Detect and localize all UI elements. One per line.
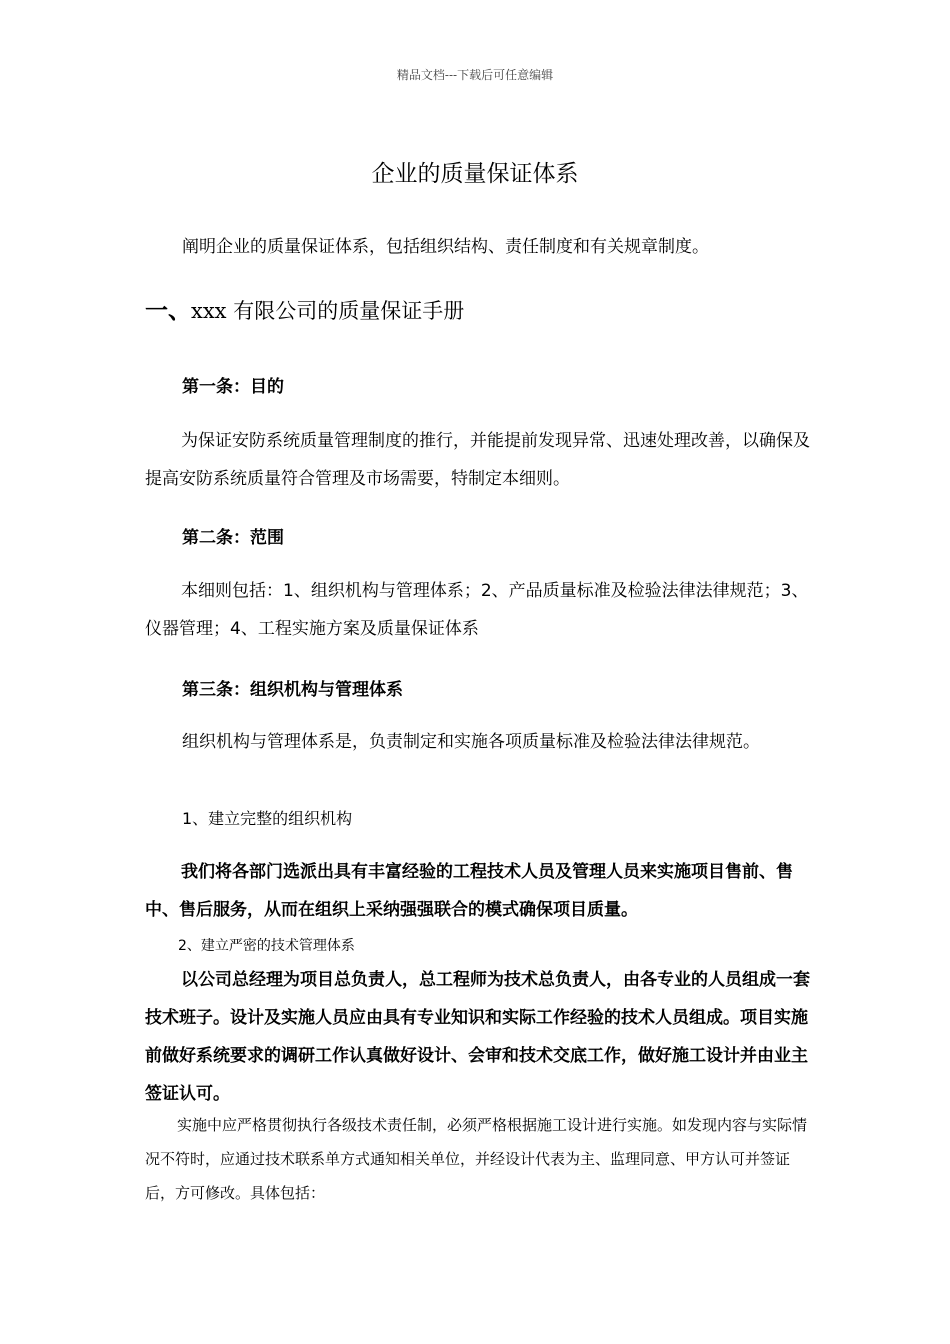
article-2-text: 本细则包括：1、组织机构与管理体系；2、产品质量标准及检验法律法律规范；3、仪器管理；4、工程实施方案及质量保证体系 [145,581,809,639]
document-title: 企业的质量保证体系 [371,161,579,187]
intro-paragraph: 阐明企业的质量保证体系，包括组织结构、责任制度和有关规章制度。 [182,237,709,257]
item-2-title: 2、建立严密的技术管理体系 [178,938,355,954]
article-3-heading: 第三条：组织机构与管理体系 [182,680,403,700]
item-2-text: 以公司总经理为项目总负责人，总工程师为技术总负责人，由各专业的人员组成一套技术班子。设计及实施人员应由具有专业知识和实际工作经验的技术人员组成。项目实施前做好系统要求的调研工作认真做好设计、会审和技术交底工作，做好施工设计并由业主签证认可。 [145,970,810,1104]
item-2-note: 实施中应严格贯彻执行各级技术责任制，必须严格根据施工设计进行实施。如发现内容与实际情况不符时，应通过技术联系单方式通知相关单位，并经设计代表为主、监理同意、甲方认可并签证后，方可修改。具体包括： [145,1116,808,1202]
section-title: xxx 有限公司的质量保证手册 [191,299,465,323]
article-2-heading: 第二条：范围 [182,528,284,548]
section-number: 一、 [145,297,191,324]
item-1-title: 1、建立完整的组织机构 [182,809,353,828]
article-1-text: 为保证安防系统质量管理制度的推行，并能提前发现异常、迅速处理改善，以确保及提高安防系统质量符合管理及市场需要，特制定本细则。 [145,431,810,489]
article-1-heading: 第一条：目的 [182,377,284,397]
article-3-text: 组织机构与管理体系是，负责制定和实施各项质量标准及检验法律法律规范。 [182,732,760,752]
page-header: 精品文档---下载后可任意编辑 [396,68,554,82]
section-heading [145,292,810,325]
item-1-text: 我们将各部门选派出具有丰富经验的工程技术人员及管理人员来实施项目售前、售中、售后服务，从而在组织上采纳强强联合的模式确保项目质量。 [145,862,793,920]
